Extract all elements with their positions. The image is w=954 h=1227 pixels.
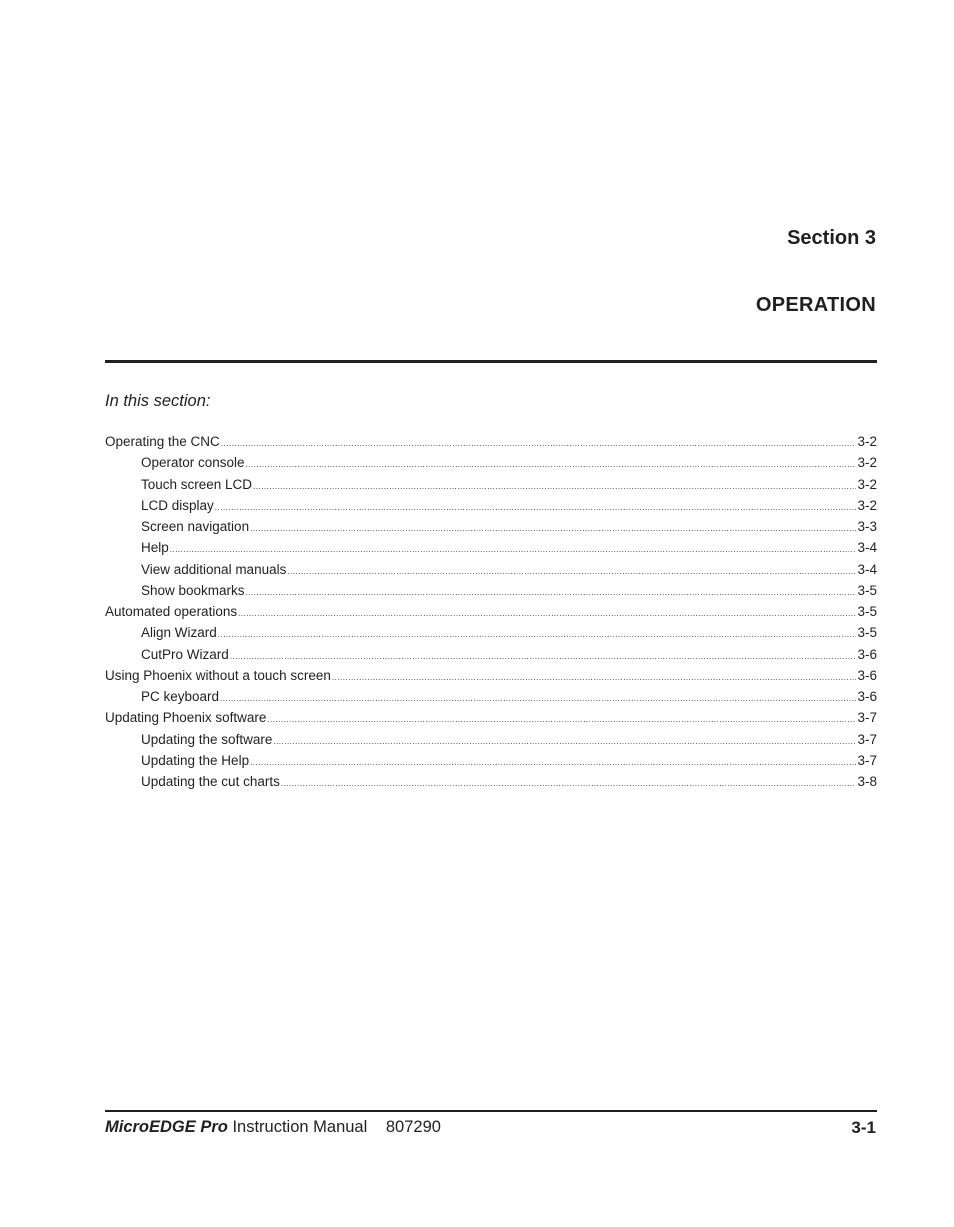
toc-entry[interactable] xyxy=(105,665,877,686)
toc-dot-leader xyxy=(273,731,856,752)
toc-entry[interactable] xyxy=(105,644,877,665)
toc-dot-leader xyxy=(246,582,857,603)
toc-dot-leader xyxy=(246,454,857,475)
toc-entry[interactable] xyxy=(105,771,877,792)
toc-entry-title: View additional manuals xyxy=(141,561,287,577)
toc-entry-page: 3-4 xyxy=(857,561,877,577)
product-name: MicroEDGE Pro xyxy=(105,1118,228,1136)
toc-dot-leader xyxy=(220,688,856,709)
toc-entry[interactable] xyxy=(105,622,877,643)
toc-entry-title: Touch screen LCD xyxy=(141,476,253,492)
section-number: Section 3 xyxy=(787,227,876,249)
toc-entry-title: Screen navigation xyxy=(141,519,250,534)
toc-dot-leader xyxy=(253,476,856,497)
toc-entry-title: LCD display xyxy=(141,497,214,513)
doc-type: Instruction Manual xyxy=(232,1118,368,1136)
toc-dot-leader xyxy=(215,497,857,518)
toc-dot-leader xyxy=(250,752,856,773)
toc-entry-title: Operator console xyxy=(141,455,245,471)
toc-entry-title: CutPro Wizard xyxy=(141,646,229,662)
toc-entry-page: 3-5 xyxy=(857,625,877,641)
header-divider xyxy=(105,360,877,363)
toc-entry[interactable] xyxy=(105,516,877,537)
footer-divider xyxy=(105,1110,877,1112)
toc-entry-title: Using Phoenix without a touch screen xyxy=(105,667,331,683)
toc-dot-leader xyxy=(332,667,857,688)
toc-entry-page: 3-7 xyxy=(857,731,877,747)
toc-dot-leader xyxy=(218,624,857,645)
doc-number: 807290 xyxy=(385,1118,441,1136)
toc-entry[interactable] xyxy=(105,431,877,452)
toc-dot-leader xyxy=(170,539,857,560)
toc-entry-page: 3-7 xyxy=(857,710,877,726)
toc-entry-title: Updating the software xyxy=(141,731,273,747)
toc-entry[interactable] xyxy=(105,707,877,728)
toc-entry-title: PC keyboard xyxy=(141,689,220,704)
toc-entry-title: Align Wizard xyxy=(141,625,217,641)
toc-entry-page: 3-5 xyxy=(857,604,877,619)
toc-entry[interactable] xyxy=(105,452,877,473)
toc-entry-title: Help xyxy=(141,540,169,556)
toc-entry-page: 3-2 xyxy=(857,455,877,471)
toc-entry[interactable] xyxy=(105,580,877,601)
toc-entry[interactable] xyxy=(105,601,877,622)
toc-dot-leader xyxy=(281,773,857,794)
page-number: 3-1 xyxy=(851,1118,876,1137)
intro-heading: In this section: xyxy=(105,392,211,410)
toc-entry-page: 3-2 xyxy=(857,497,877,513)
toc-entry-page: 3-2 xyxy=(857,476,877,492)
toc-entry[interactable] xyxy=(105,495,877,516)
toc-entry-page: 3-6 xyxy=(857,646,877,662)
toc-dot-leader xyxy=(238,603,856,624)
toc-entry-title: Updating Phoenix software xyxy=(105,710,267,726)
toc-dot-leader xyxy=(267,709,856,730)
toc-entry-page: 3-6 xyxy=(857,667,877,683)
toc-entry[interactable] xyxy=(105,537,877,558)
toc-entry[interactable] xyxy=(105,559,877,580)
toc-entry[interactable] xyxy=(105,729,877,750)
toc-entry[interactable] xyxy=(105,750,877,771)
toc-dot-leader xyxy=(221,433,857,454)
toc-entry-page: 3-6 xyxy=(857,689,877,704)
toc-entry-page: 3-8 xyxy=(857,774,877,789)
toc-entry-page: 3-7 xyxy=(857,752,877,768)
toc-entry-title: Updating the Help xyxy=(141,752,250,768)
toc-entry-title: Updating the cut charts xyxy=(141,774,280,789)
table-of-contents xyxy=(105,431,877,792)
toc-entry-page: 3-3 xyxy=(857,519,877,534)
toc-dot-leader xyxy=(250,518,856,539)
toc-dot-leader xyxy=(230,646,857,667)
toc-entry-page: 3-4 xyxy=(857,540,877,556)
toc-entry-title: Show bookmarks xyxy=(141,582,245,598)
section-title: OPERATION xyxy=(755,294,876,316)
toc-entry-title: Automated operations xyxy=(105,604,238,619)
toc-entry[interactable] xyxy=(105,474,877,495)
footer-title xyxy=(105,1118,441,1137)
toc-entry-page: 3-2 xyxy=(857,434,877,449)
toc-entry-page: 3-5 xyxy=(857,582,877,598)
toc-dot-leader xyxy=(287,561,856,582)
toc-entry-title: Operating the CNC xyxy=(105,434,220,449)
toc-entry[interactable] xyxy=(105,686,877,707)
